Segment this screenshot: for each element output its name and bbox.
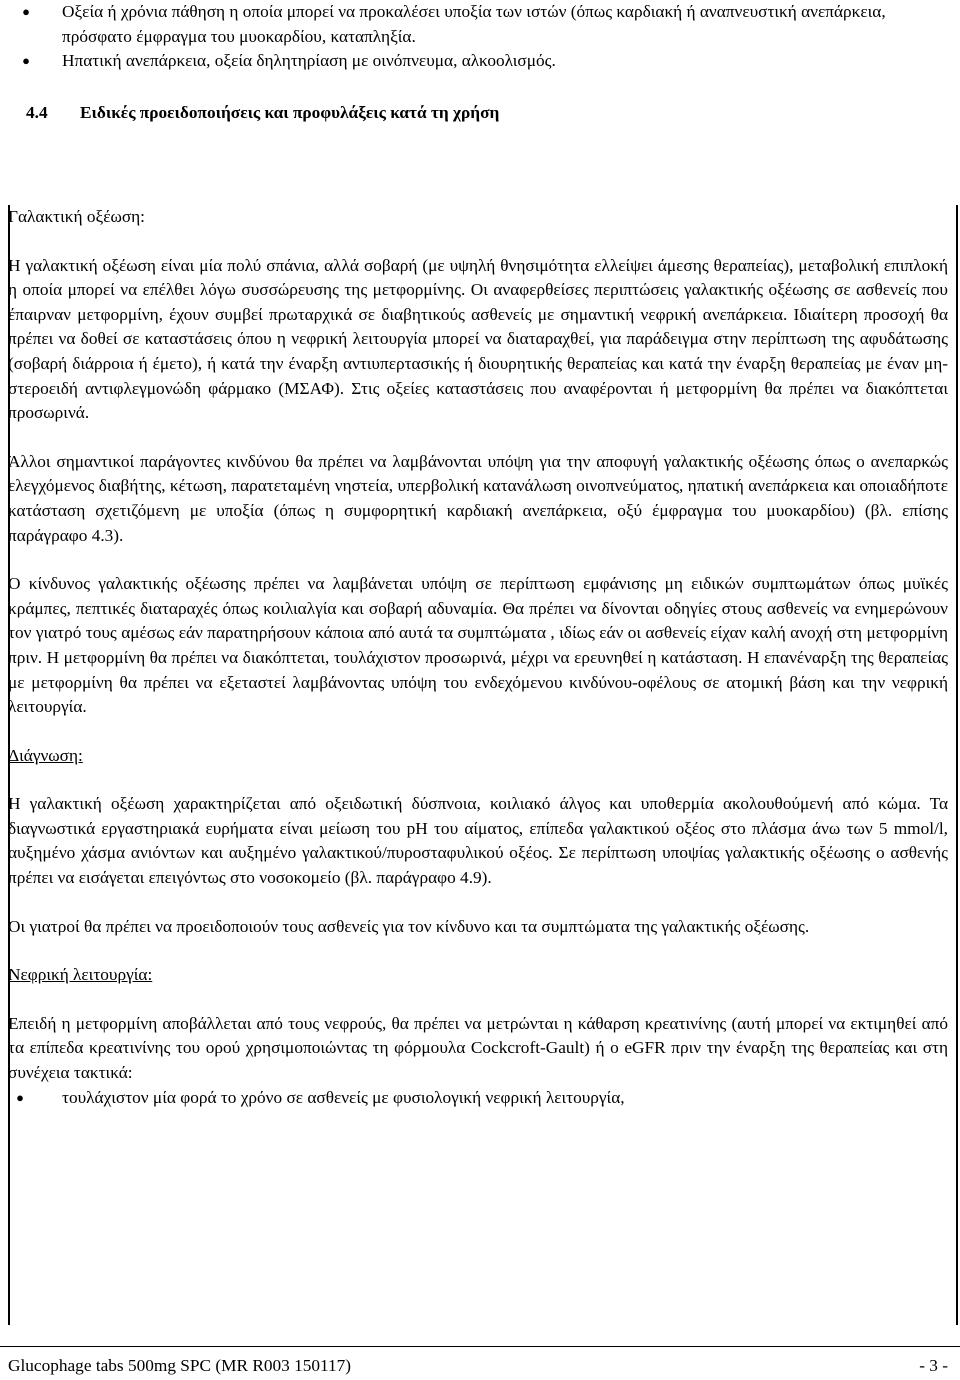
- list-item: [8, 1086, 948, 1111]
- page-footer: [8, 1354, 948, 1379]
- diagnosis-paragraph-1: Η γαλακτική οξέωση χαρακτηρίζεται από οξειδωτική δύσπνοια, κοιλιακό άλγος και υποθερμία ακολουθούμενή από κώμα. Τα διαγνωστικά εργαστηριακά ευρήματα είναι μείωση του pH του αίματος, επίπεδα γαλακτικού οξέος στο πλάσμα άνω των 5 mmol/l, αυξημένο χάσμα ανιόντων και αυξημένο γαλακτικού/πυροσταφυλικού οξέος. Σε περίπτωση υποψίας γαλακτικής οξέωσης ο ασθενής πρέπει να εισάγεται επειγόντως στο νοσοκομείο (βλ. παράγραφο 4.9).: [8, 794, 948, 888]
- section-title: Ειδικές προειδοποιήσεις και προφυλάξεις κατά τη χρήση: [80, 103, 500, 122]
- list-item: [0, 49, 950, 74]
- top-bullet-list: [0, 0, 950, 74]
- bullet-icon: ●: [22, 4, 30, 19]
- lactic-paragraph-2: Άλλοι σημαντικοί παράγοντες κινδύνου θα πρέπει να λαμβάνονται υπόψη για την αποφυγή γαλακτικής οξέωσης όπως ο ανεπαρκώς ελεγχόμενος διαβήτης, κέτωση, παρατεταμένη νηστεία, υπερβολική κατανάλωση οινοπνεύματος, ηπατική ανεπάρκεια και οποιαδήποτε κατάσταση σχετιζόμενη με υποξία (όπως η συμφορητική καρδιακή ανεπάρκεια, οξύ έμφραγμα του μυοκαρδίου) (βλ. επίσης παράγραφο 4.3).: [8, 451, 948, 545]
- diagnosis-paragraph-2: Οι γιατροί θα πρέπει να προειδοποιούν τους ασθενείς για τον κίνδυνο και τα συμπτώματα της γαλακτικής οξέωσης.: [8, 916, 810, 936]
- bullet-text: Οξεία ή χρόνια πάθηση η οποία μπορεί να προκαλέσει υποξία των ιστών (όπως καρδιακή ή αναπνευστική ανεπάρκεια, πρόσφατο έμφραγμα του μυοκαρδίου, καταπληξία.: [62, 2, 886, 46]
- lactic-acidosis-heading: Γαλακτική οξέωση:: [8, 207, 145, 226]
- lactic-paragraph-3: Ο κίνδυνος γαλακτικής οξέωσης πρέπει να λαμβάνεται υπόψη σε περίπτωση εμφάνισης μη ειδικών συμπτωμάτων όπως μυϊκές κράμπες, πεπτικές διαταραχές όπως κοιλιαλγία και σοβαρή αδυναμία. Θα πρέπει να δίνονται οδηγίες στους ασθενείς να ενημερώνουν τον γιατρό τους αμέσως εάν παρατηρήσουν κάποια από αυτά τα συμπτώματα , ιδίως εάν οι ασθενείς είχαν καλή ανοχή στη μετφορμίνη πριν. Η μετφορμίνη θα πρέπει να διακόπτεται, τουλάχιστον προσωρινά, μέχρι να ερευνηθεί η κατάσταση. Η επανέναρξη της θεραπείας με μετφορμίνη θα πρέπει να εξεταστεί λαμβάνοντας υπόψη του ενδεχόμενου κινδύνου-οφέλους σε ατομική βάση και την νεφρική λειτουργία.: [8, 574, 948, 717]
- diagnosis-heading: Διάγνωση:: [8, 745, 83, 765]
- bullet-icon: ●: [22, 53, 30, 69]
- footer-divider: [0, 1346, 960, 1347]
- footer-document-id: Glucophage tabs 500mg SPC (MR R003 150117): [8, 1356, 352, 1375]
- section-heading: [26, 101, 499, 126]
- renal-function-heading: Νεφρική λειτουργία:: [8, 965, 153, 985]
- lactic-paragraph-1: Η γαλακτική οξέωση είναι μία πολύ σπάνια, αλλά σοβαρή (με υψηλή θνησιμότητα ελλείψει άμεσης θεραπείας), μεταβολική επιπλοκή η οποία μπορεί να επέλθει λόγω συσσώρευσης της μετφορμίνης. Οι αναφερθείσες περιπτώσεις γαλακτικής οξέωσης σε ασθενείς που έπαιρναν μετφορμίνη, έχουν συμβεί πρωταρχικά σε διαβητικούς ασθενείς με σημαντική νεφρική ανεπάρκεια. Ιδιαίτερη προσοχή θα πρέπει να δοθεί σε καταστάσεις όπου η νεφρική λειτουργία μπορεί να διαταραχθεί, για παράδειγμα στην περίπτωση της αφυδάτωσης (σοβαρή διάρροια ή έμετο), ή κατά την έναρξη αντιυπερτασικής ή διουρητικής θεραπείας και κατά την έναρξη θεραπείας με έναν μη-στεροειδή αντιφλεγμονώδη φάρμακο (ΜΣΑΦ). Στις οξείες καταστάσεις που αναφέρονται ή μετφορμίνη θα πρέπει να διακόπτεται προσωρινά.: [8, 255, 948, 423]
- section-number: 4.4: [26, 103, 48, 122]
- section-body: [8, 205, 948, 1110]
- bullet-text: Ηπατική ανεπάρκεια, οξεία δηλητηρίαση με οινόπνευμα, αλκοολισμός.: [62, 51, 556, 71]
- bullet-icon: ●: [16, 1089, 24, 1105]
- list-item: [0, 0, 950, 49]
- renal-paragraph-1: Επειδή η μετφορμίνη αποβάλλεται από τους νεφρούς, θα πρέπει να μετρώνται η κάθαρση κρεατινίνης (αυτή μπορεί να εκτιμηθεί από τα επίπεδα κρεατινίνης του ορού χρησιμοποιώντας τη φόρμουλα Cockcroft-Gault) ή ο eGFR πριν την έναρξη της θεραπείας και στη συνέχεια τακτικά:: [8, 1013, 948, 1083]
- bullet-text: τουλάχιστον μία φορά το χρόνο σε ασθενείς με φυσιολογική νεφρική λειτουργία,: [62, 1087, 625, 1107]
- revision-bar-right: [956, 205, 958, 1325]
- page-number: - 3 -: [919, 1356, 948, 1375]
